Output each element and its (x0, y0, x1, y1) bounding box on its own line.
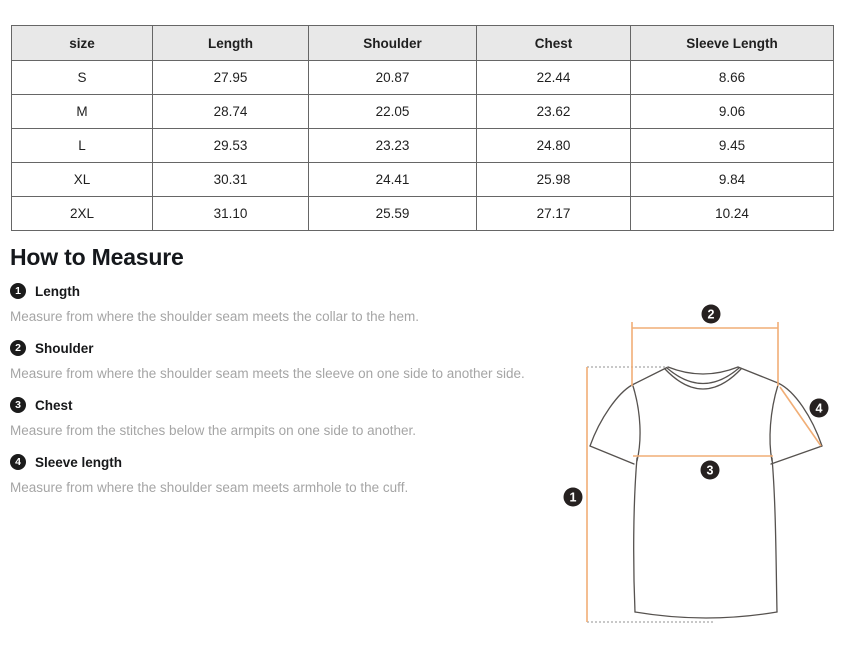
table-cell: 27.17 (477, 197, 631, 231)
table-cell: 23.23 (309, 129, 477, 163)
table-row-2xl (12, 197, 834, 231)
measure-item-label: Sleeve length (35, 454, 123, 470)
table-row-s (12, 61, 834, 95)
table-cell: M (12, 95, 153, 129)
table-cell: 23.62 (477, 95, 631, 129)
column-header-size: size (12, 26, 153, 61)
table-cell: 25.59 (309, 197, 477, 231)
measure-badge-3 (701, 461, 720, 480)
measure-badge-4 (810, 399, 829, 418)
measure-item-sleeve-length (10, 453, 550, 497)
table-cell: 22.05 (309, 95, 477, 129)
table-cell: 25.98 (477, 163, 631, 197)
table-cell: 9.45 (631, 129, 834, 163)
svg-text:3: 3 (706, 463, 714, 478)
column-header-sleeve-length: Sleeve Length (631, 26, 834, 61)
measure-item-label: Shoulder (35, 340, 94, 356)
measure-item-label: Length (35, 283, 80, 299)
table-cell: 29.53 (153, 129, 309, 163)
tshirt-measurement-diagram (550, 280, 846, 661)
measure-item-description: Measure from where the shoulder seam meets the collar to the hem. (10, 309, 419, 324)
table-cell: 2XL (12, 197, 153, 231)
step-1-badge: 1 (10, 283, 26, 299)
table-cell: XL (12, 163, 153, 197)
table-cell: 9.84 (631, 163, 834, 197)
how-to-measure-section (10, 245, 550, 497)
table-cell: 10.24 (631, 197, 834, 231)
measure-item-description: Measure from the stitches below the armpits on one side to another. (10, 423, 416, 438)
measure-item-length (10, 282, 550, 326)
table-cell: 9.06 (631, 95, 834, 129)
step-3-badge: 3 (10, 397, 26, 413)
section-title: How to Measure (10, 244, 184, 270)
table-cell: S (12, 61, 153, 95)
step-2-badge: 2 (10, 340, 26, 356)
step-4-badge: 4 (10, 454, 26, 470)
svg-text:2: 2 (707, 307, 715, 322)
measure-badge-1 (564, 488, 583, 507)
measure-badge-2 (702, 305, 721, 324)
table-row-l (12, 129, 834, 163)
table-row-m (12, 95, 834, 129)
table-cell: 27.95 (153, 61, 309, 95)
table-header-row (12, 26, 834, 61)
table-cell: 24.41 (309, 163, 477, 197)
table-cell: L (12, 129, 153, 163)
measure-item-label: Chest (35, 397, 73, 413)
measure-item-chest (10, 396, 550, 440)
column-header-chest: Chest (477, 26, 631, 61)
tshirt-outline-icon (590, 367, 822, 618)
table-cell: 24.80 (477, 129, 631, 163)
table-cell: 8.66 (631, 61, 834, 95)
svg-text:4: 4 (815, 401, 823, 416)
measure-item-shoulder (10, 339, 550, 383)
table-cell: 28.74 (153, 95, 309, 129)
column-header-length: Length (153, 26, 309, 61)
table-row-xl (12, 163, 834, 197)
table-cell: 20.87 (309, 61, 477, 95)
measure-item-description: Measure from where the shoulder seam meets the sleeve on one side to another side. (10, 366, 525, 381)
measure-item-description: Measure from where the shoulder seam meets armhole to the cuff. (10, 480, 409, 495)
table-cell: 30.31 (153, 163, 309, 197)
size-chart-table (11, 25, 834, 231)
svg-text:1: 1 (569, 490, 577, 505)
table-cell: 22.44 (477, 61, 631, 95)
column-header-shoulder: Shoulder (309, 26, 477, 61)
table-cell: 31.10 (153, 197, 309, 231)
